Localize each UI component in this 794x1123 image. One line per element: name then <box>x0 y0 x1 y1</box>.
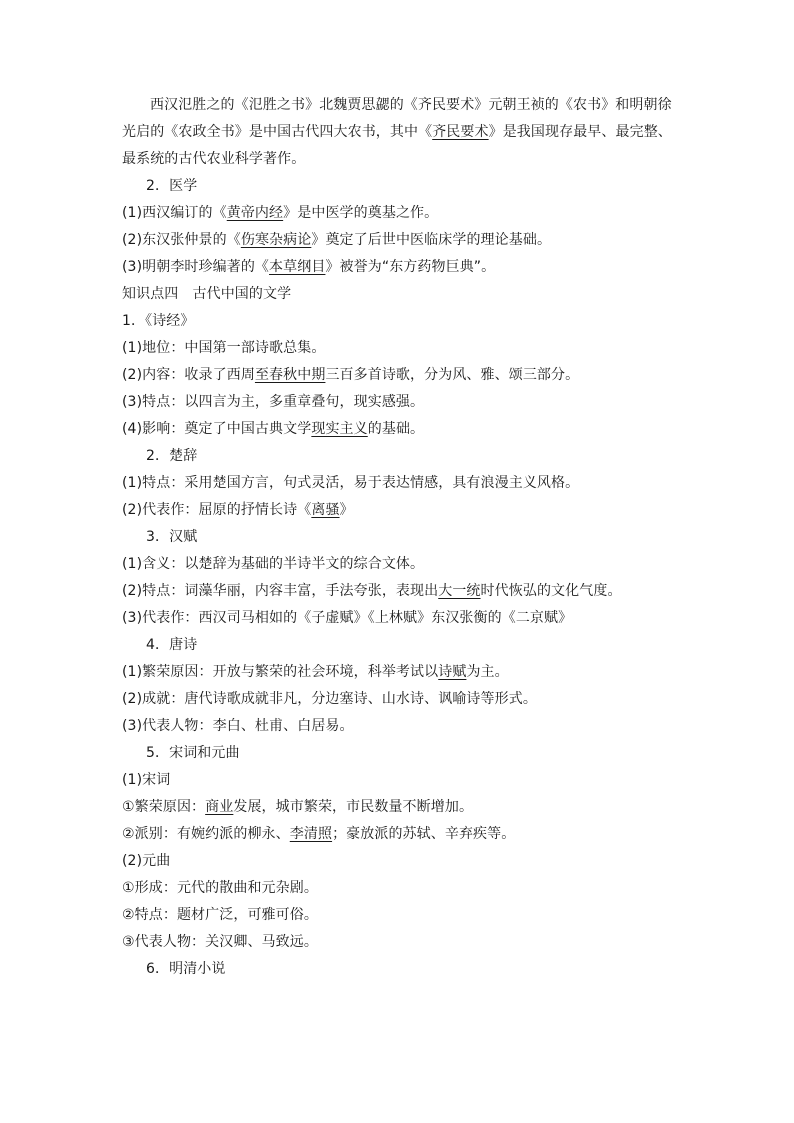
text-line <box>122 902 682 929</box>
text-segment: 》奠定了后世中医临床学的理论基础。 <box>311 232 552 248</box>
text-line <box>122 605 682 632</box>
text-line <box>122 281 682 308</box>
text-line <box>122 92 682 119</box>
text-segment: ；豪放派的苏轼、辛弃疾等。 <box>332 826 516 842</box>
text-segment: 》是我国现存最早、最完整、 <box>488 124 672 140</box>
text-segment: ①形成：元代的散曲和元杂剧。 <box>122 880 318 896</box>
text-line <box>122 254 682 281</box>
document-body <box>122 92 682 983</box>
text-segment: (2)内容：收录了西周 <box>122 367 255 383</box>
text-segment: (2)元曲 <box>122 853 171 869</box>
text-segment: 时代恢弘的文化气度。 <box>480 583 622 599</box>
text-segment: ③代表人物：关汉卿、马致远。 <box>122 934 318 950</box>
text-line <box>122 578 682 605</box>
text-line <box>122 200 682 227</box>
text-segment: 》是中医学的奠基之作。 <box>283 205 439 221</box>
text-segment: 1．《诗经》 <box>122 313 195 329</box>
underlined-term: 现实主义 <box>311 421 368 437</box>
text-segment: (3)代表人物：李白、杜甫、白居易。 <box>122 718 354 734</box>
text-segment: 2．楚辞 <box>146 448 198 464</box>
underlined-term: 本草纲目 <box>269 259 326 275</box>
underlined-term: 齐民要术 <box>432 124 489 140</box>
text-line <box>122 713 682 740</box>
text-segment: (1)西汉编订的《 <box>122 205 227 221</box>
text-line <box>122 686 682 713</box>
text-segment: (1)地位：中国第一部诗歌总集。 <box>122 340 326 356</box>
underlined-term: 诗赋 <box>438 664 467 680</box>
text-segment: (3)明朝李时珍编著的《 <box>122 259 270 275</box>
text-line <box>122 821 682 848</box>
underlined-term: 商业 <box>205 799 234 815</box>
text-segment: 》 <box>339 502 354 518</box>
text-segment: 光启的《农政全书》是中国古代四大农书，其中《 <box>122 124 433 140</box>
text-segment: 发展，城市繁荣，市民数量不断增加。 <box>233 799 474 815</box>
text-line <box>122 848 682 875</box>
text-segment: (2)特点：词藻华丽，内容丰富，手法夸张，表现出 <box>122 583 439 599</box>
text-line <box>122 173 682 200</box>
text-line <box>122 551 682 578</box>
text-segment: (1)宋词 <box>122 772 171 788</box>
text-segment: (2)代表作：屈原的抒情长诗《 <box>122 502 312 518</box>
text-segment: (1)特点：采用楚国方言，句式灵活，易于表达情感，具有浪漫主义风格。 <box>122 475 580 491</box>
text-line <box>122 443 682 470</box>
text-segment: 6．明清小说 <box>146 961 226 977</box>
text-line <box>122 956 682 983</box>
text-segment: (3)特点：以四言为主，多重章叠句，现实感强。 <box>122 394 425 410</box>
text-line <box>122 497 682 524</box>
text-line <box>122 470 682 497</box>
underlined-term: 李清照 <box>289 826 333 842</box>
text-segment: 三百多首诗歌，分为风、雅、颂三部分。 <box>325 367 580 383</box>
text-line <box>122 362 682 389</box>
text-segment: ①繁荣原因： <box>122 799 206 815</box>
text-segment: 4．唐诗 <box>146 637 198 653</box>
text-segment: ②特点：题材广泛，可雅可俗。 <box>122 907 318 923</box>
underlined-term: 离骚 <box>311 502 340 518</box>
text-segment: (4)影响：奠定了中国古典文学 <box>122 421 312 437</box>
text-line <box>122 875 682 902</box>
text-line <box>122 146 682 173</box>
underlined-term: 黄帝内经 <box>226 205 284 221</box>
text-line <box>122 524 682 551</box>
text-segment: 3．汉赋 <box>146 529 198 545</box>
text-segment: 2．医学 <box>146 178 198 194</box>
text-segment: 西汉氾胜之的《氾胜之书》北魏贾思勰的《齐民要术》元朝王祯的《农书》和明朝徐 <box>150 97 672 113</box>
text-segment: 知识点四 古代中国的文学 <box>122 286 292 302</box>
text-line <box>122 416 682 443</box>
underlined-term: 伤寒杂病论 <box>240 232 312 248</box>
text-line <box>122 740 682 767</box>
text-line <box>122 227 682 254</box>
text-segment: (2)成就：唐代诗歌成就非凡，分边塞诗、山水诗、讽喻诗等形式。 <box>122 691 537 707</box>
text-line <box>122 929 682 956</box>
text-segment: 的基础。 <box>367 421 425 437</box>
text-line <box>122 389 682 416</box>
text-line <box>122 119 682 146</box>
text-line <box>122 632 682 659</box>
underlined-term: 大一统 <box>438 583 481 599</box>
text-segment: 5．宋词和元曲 <box>146 745 240 761</box>
text-segment: 》被誉为“东方药物巨典”。 <box>325 259 496 275</box>
text-segment: (1)含义：以楚辞为基础的半诗半文的综合文体。 <box>122 556 425 572</box>
text-segment: 为主。 <box>466 664 509 680</box>
text-line <box>122 659 682 686</box>
text-line <box>122 335 682 362</box>
text-line <box>122 767 682 794</box>
text-segment: (1)繁荣原因：开放与繁荣的社会环境，科举考试以 <box>122 664 439 680</box>
text-segment: 最系统的古代农业科学著作。 <box>122 151 306 167</box>
text-segment: (2)东汉张仲景的《 <box>122 232 241 248</box>
text-line <box>122 794 682 821</box>
underlined-term: 至春秋中期 <box>254 367 326 383</box>
text-line <box>122 308 682 335</box>
text-segment: (3)代表作：西汉司马相如的《子虚赋》《上林赋》东汉张衡的《二京赋》 <box>122 610 573 626</box>
text-segment: ②派别：有婉约派的柳永、 <box>122 826 290 842</box>
